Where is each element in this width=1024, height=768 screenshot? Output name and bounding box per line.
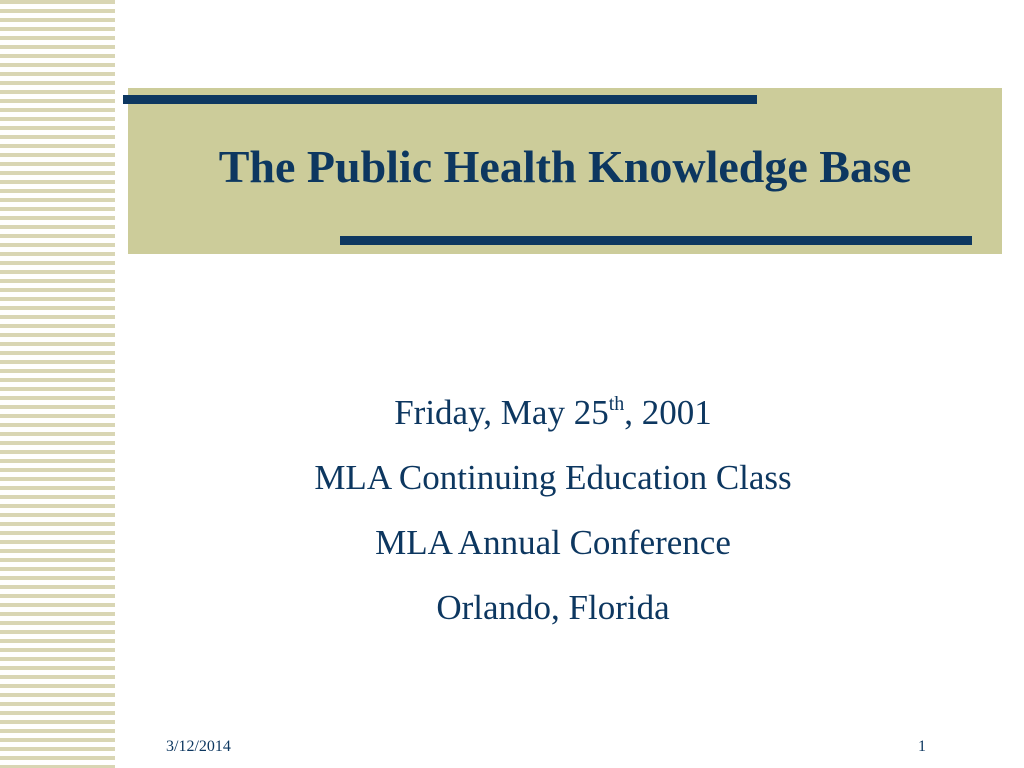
subtitle-block [128,380,978,640]
decorative-stripe-bar [0,0,115,768]
title-rule-bottom [340,236,972,245]
slide-title: The Public Health Knowledge Base [218,141,912,192]
conference-line: MLA Annual Conference [375,523,731,562]
location-line: Orlando, Florida [436,588,670,627]
page-number: 1 [918,738,926,755]
date-line-superscript: th [608,393,625,415]
date-line-prefix: Friday, May 25 [394,393,609,432]
date-line [128,380,978,445]
date-line-suffix: , 2001 [624,393,712,432]
class-line: MLA Continuing Education Class [314,458,792,497]
title-rule-top [123,95,757,104]
footer-date: 3/12/2014 [166,738,231,755]
